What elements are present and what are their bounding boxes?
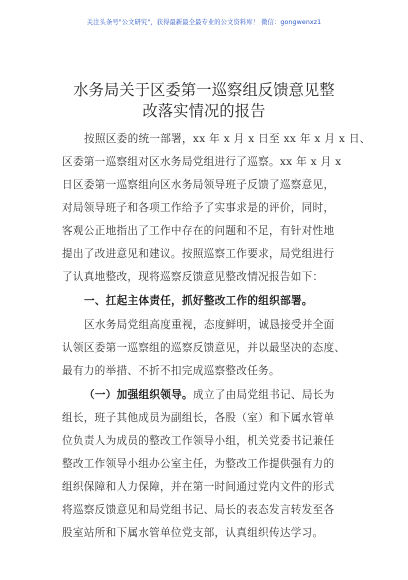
subsection-heading: （一）加强组织领导。 [84, 389, 193, 401]
paragraph-3-line-3: 位负责人为成员的整改工作领导小组，机关党委书记兼任 [62, 435, 335, 447]
paragraph-1-line-3: 日区委第一巡察组向区水务局领导班子反馈了巡察意见， [62, 179, 335, 191]
paragraph-1-line-1: 按照区委的统一部署，xx 年 x 月 x 日至 xx 年 x 月 x 日、 [84, 133, 371, 145]
paragraph-2-line-1: 区水务局党组高度重视，态度鲜明，诚恳接受并全面 [84, 319, 335, 331]
paragraph-3-line-2: 组长，班子其他成员为副组长，各股（室）和下属水管单 [62, 412, 335, 424]
header-promo-banner: 关注头条号"公文研究"，获得最新最全最专业的公文资料库！ 微信：gongwenxz1 [86, 19, 322, 26]
document-title-line-2: 改落实情况的报告 [142, 102, 266, 120]
paragraph-3-line-6: 将巡察反馈意见和局党组书记、局长的表态发言转发至各 [62, 504, 335, 516]
paragraph-1-line-5: 客观公正地指出了工作中存在的问题和不足，有针对性地 [62, 225, 335, 237]
paragraph-3-line-4: 整改工作领导小组办公室主任，为整改工作提供强有力的 [62, 458, 335, 470]
paragraph-2-line-2: 认领区委第一巡察组的巡察反馈意见，并以最坚决的态度、 [62, 342, 346, 354]
document-title-line-1: 水务局关于区委第一巡察组反馈意见整 [73, 81, 335, 99]
paragraph-1-line-2: 区委第一巡察组对区水务局党组进行了巡察。xx 年 x 月 x [62, 156, 342, 168]
paragraph-3-line-1 [84, 387, 335, 402]
paragraph-3-line-5: 组织保障和人力保障，并在第一时间通过党内文件的形式 [62, 481, 335, 493]
paragraph-1-line-4: 对局领导班子和各项工作给予了实事求是的评价，同时， [62, 202, 335, 214]
paragraph-3-line-7: 股室站所和下属水管单位党支部，认真组织传达学习。 [62, 527, 324, 539]
paragraph-1-line-7: 了认真地整改，现将巡察反馈意见整改情况报告如下： [62, 271, 324, 283]
paragraph-1-line-6: 提出了改进意见和建议。按照巡察工作要求，局党组进行 [62, 248, 335, 260]
subsection-text: 成立了由局党组书记、局长为 [192, 389, 335, 401]
paragraph-2-line-3: 最有力的举措、不折不扣完成巡察整改任务。 [62, 365, 280, 377]
section-heading-1: 一、扛起主体责任，抓好整改工作的组织部署。 [84, 295, 313, 307]
